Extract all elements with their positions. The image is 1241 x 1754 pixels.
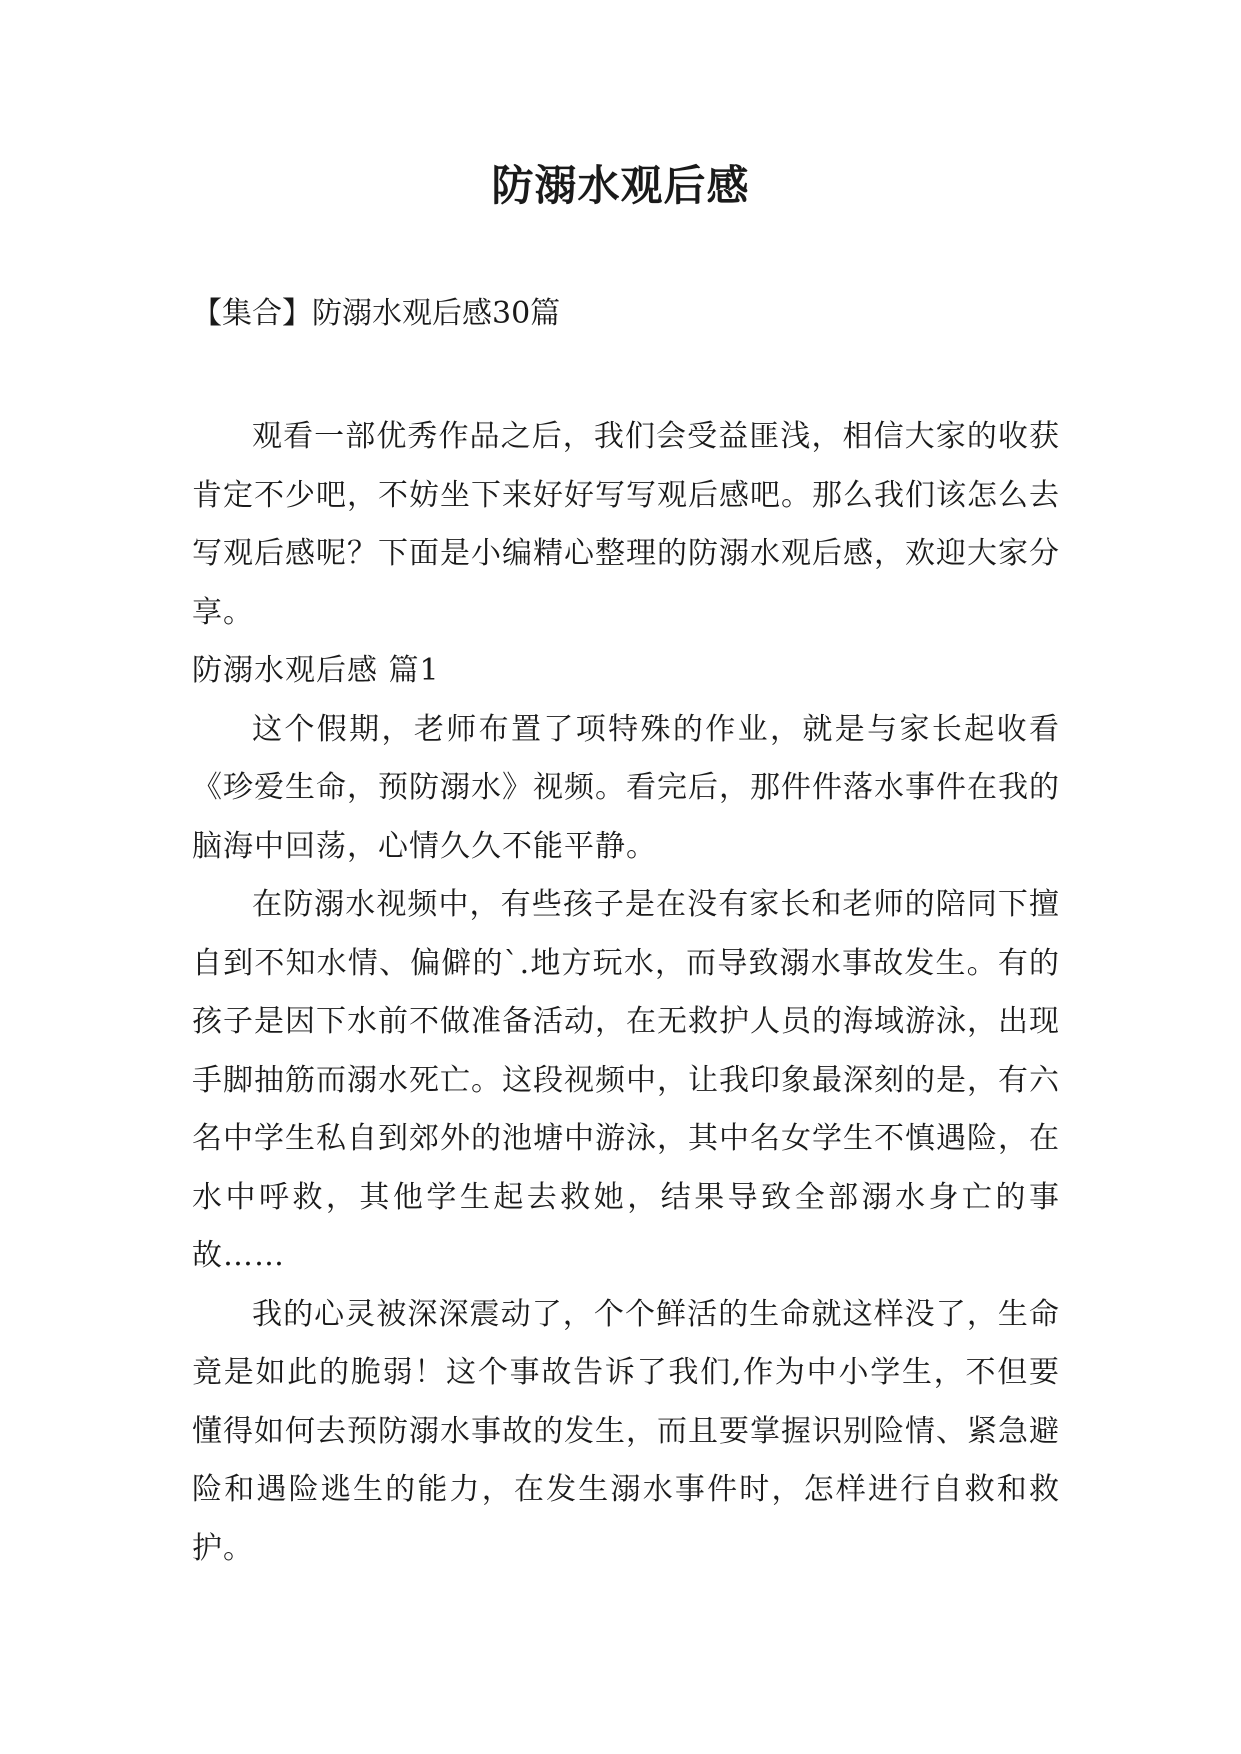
body-paragraph-2: 在防溺水视频中，有些孩子是在没有家长和老师的陪同下擅自到不知水情、偏僻的`.地方玩水，而导致溺水事故发生。有的孩子是因下水前不做准备活动，在无救护人员的海域游泳，出现手脚抽筋而溺水死亡。这段视频中，让我印象最深刻的是，有六名中学生私自到郊外的池塘中游泳，其中名女学生不慎遇险，在水中呼救，其他学生起去救她，结果导致全部溺水身亡的事故…… bbox=[192, 887, 1060, 1273]
document-subtitle: 【集合】防溺水观后感30篇 bbox=[192, 296, 561, 331]
document-body bbox=[192, 408, 1060, 1578]
body-paragraph-1: 这个假期，老师布置了项特殊的作业，就是与家长起收看《珍爱生命，预防溺水》视频。看完后，那件件落水事件在我的脑海中回荡，心情久久不能平静。 bbox=[192, 711, 1060, 864]
intro-paragraph: 观看一部优秀作品之后，我们会受益匪浅，相信大家的收获肯定不少吧，不妨坐下来好好写写观后感吧。那么我们该怎么去写观后感呢？下面是小编精心整理的防溺水观后感，欢迎大家分享。 bbox=[192, 419, 1060, 630]
document-title: 防溺水观后感 bbox=[491, 161, 750, 210]
body-paragraph-3: 我的心灵被深深震动了，个个鲜活的生命就这样没了，生命竟是如此的脆弱！这个事故告诉了我们,作为中小学生，不但要懂得如何去预防溺水事故的发生，而且要掌握识别险情、紧急避险和遇险逃生的能力，在发生溺水事件时，怎样进行自救和救护。 bbox=[192, 1296, 1060, 1566]
section-heading: 防溺水观后感 篇1 bbox=[192, 653, 440, 688]
